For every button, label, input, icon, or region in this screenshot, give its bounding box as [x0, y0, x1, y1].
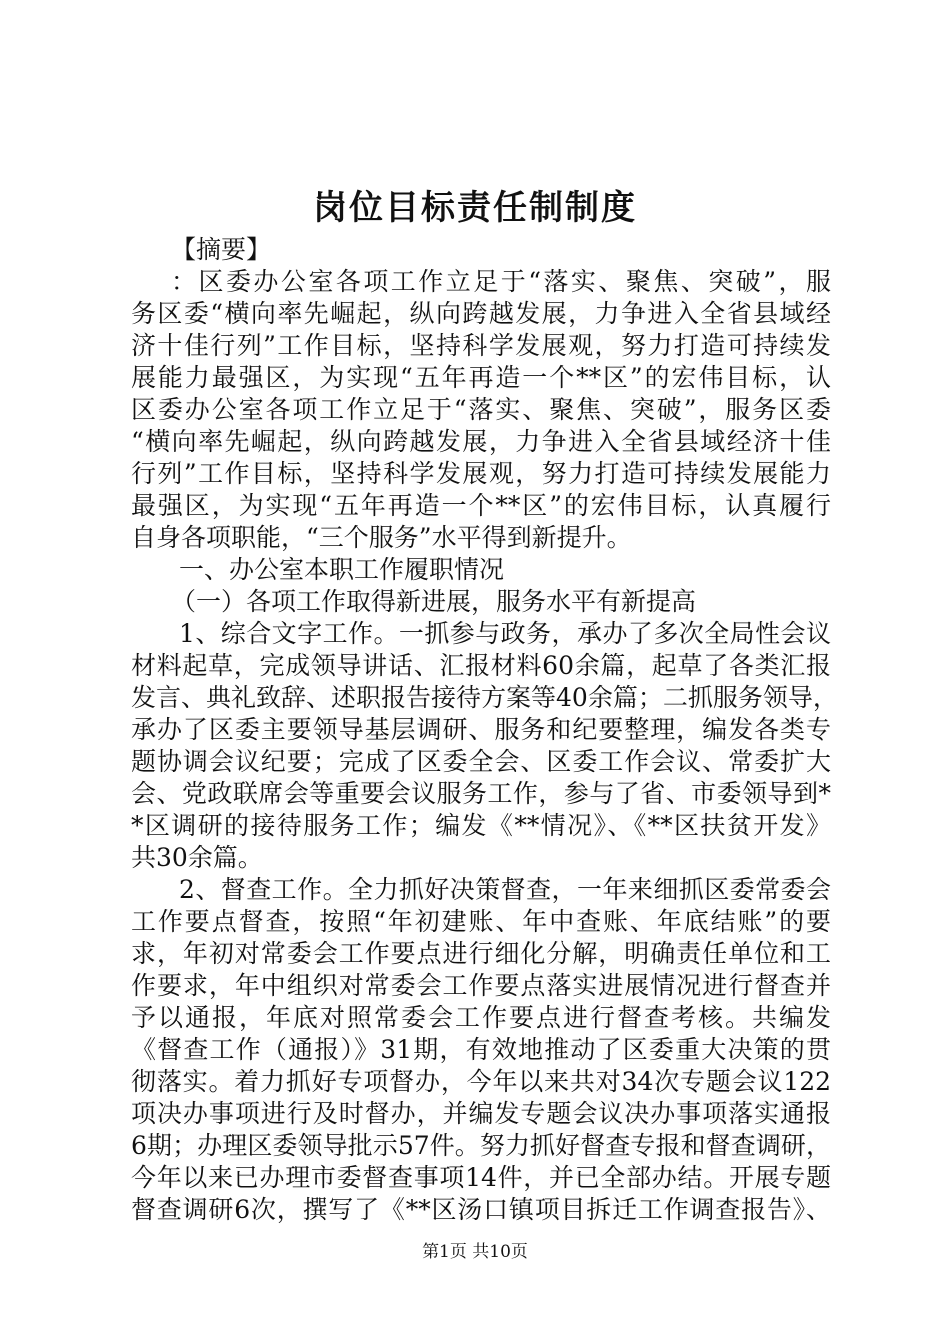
paragraph-line: 展能力最强区，为实现“五年再造一个**区”的宏伟目标，认 [131, 363, 831, 392]
section-heading: 一、办公室本职工作履职情况 [179, 555, 505, 584]
paragraph-line: 彻落实。着力抓好专项督办，今年以来共对34次专题会议122 [131, 1067, 831, 1096]
paragraph-line: 最强区，为实现“五年再造一个**区”的宏伟目标，认真履行 [131, 491, 831, 520]
paragraph-line: 区委办公室各项工作立足于“落实、聚焦、突破”，服务区委 [131, 395, 831, 424]
paragraph-line: 《督查工作（通报）》31期，有效地推动了区委重大决策的贯 [131, 1035, 831, 1064]
paragraph-line: 题协调会议纪要；完成了区委全会、区委工作会议、常委扩大 [131, 747, 831, 776]
page-title: 岗位目标责任制制度 [313, 188, 637, 228]
abstract-heading: 【摘要】 [171, 235, 272, 264]
paragraph-line: 作要求，年中组织对常委会工作要点落实进展情况进行督查并 [131, 971, 831, 1000]
paragraph-line: 1、综合文字工作。一抓参与政务，承办了多次全局性会议 [179, 619, 831, 648]
page-number-footer: 第1页 共10页 [422, 1242, 528, 1262]
paragraph-line: 求，年初对常委会工作要点进行细化分解，明确责任单位和工 [131, 939, 831, 968]
paragraph-line: 自身各项职能，“三个服务”水平得到新提升。 [131, 523, 632, 552]
paragraph-line: *区调研的接待服务工作；编发《**情况》、《**区扶贫开发》 [131, 811, 831, 840]
paragraph-line: 承办了区委主要领导基层调研、服务和纪要整理，编发各类专 [131, 715, 831, 744]
paragraph-line: 项决办事项进行及时督办，并编发专题会议决办事项落实通报 [131, 1099, 831, 1128]
subsection-heading: （一）各项工作取得新进展，服务水平有新提高 [171, 587, 697, 616]
paragraph-line: 济十佳行列”工作目标，坚持科学发展观，努力打造可持续发 [131, 331, 831, 360]
paragraph-line: ：区委办公室各项工作立足于“落实、聚焦、突破”，服 [171, 267, 831, 296]
paragraph-line: 务区委“横向率先崛起，纵向跨越发展，力争进入全省县域经 [131, 299, 831, 328]
paragraph-line: 会、党政联席会等重要会议服务工作，参与了省、市委领导到* [131, 779, 831, 808]
document-body [131, 234, 838, 1226]
paragraph-line: 工作要点督查，按照“年初建账、年中查账、年底结账”的要 [131, 907, 831, 936]
paragraph-line: 6期；办理区委领导批示57件。努力抓好督查专报和督查调研， [131, 1131, 831, 1160]
paragraph-line: 材料起草，完成领导讲话、汇报材料60余篇，起草了各类汇报 [131, 651, 831, 680]
paragraph-line: 督查调研6次，撰写了《**区汤口镇项目拆迁工作调查报告》、 [131, 1195, 831, 1224]
paragraph-line: 予以通报，年底对照常委会工作要点进行督查考核。共编发 [131, 1003, 831, 1032]
paragraph-line: “横向率先崛起，纵向跨越发展，力争进入全省县域经济十佳 [131, 427, 831, 456]
paragraph-line: 今年以来已办理市委督查事项14件，并已全部办结。开展专题 [131, 1163, 831, 1192]
paragraph-line: 发言、典礼致辞、述职报告接待方案等40余篇；二抓服务领导， [131, 683, 838, 712]
paragraph-line: 行列”工作目标，坚持科学发展观，努力打造可持续发展能力 [131, 459, 831, 488]
paragraph-line: 共30余篇。 [131, 843, 263, 872]
paragraph-line: 2、督查工作。全力抓好决策督查，一年来细抓区委常委会 [179, 875, 831, 904]
